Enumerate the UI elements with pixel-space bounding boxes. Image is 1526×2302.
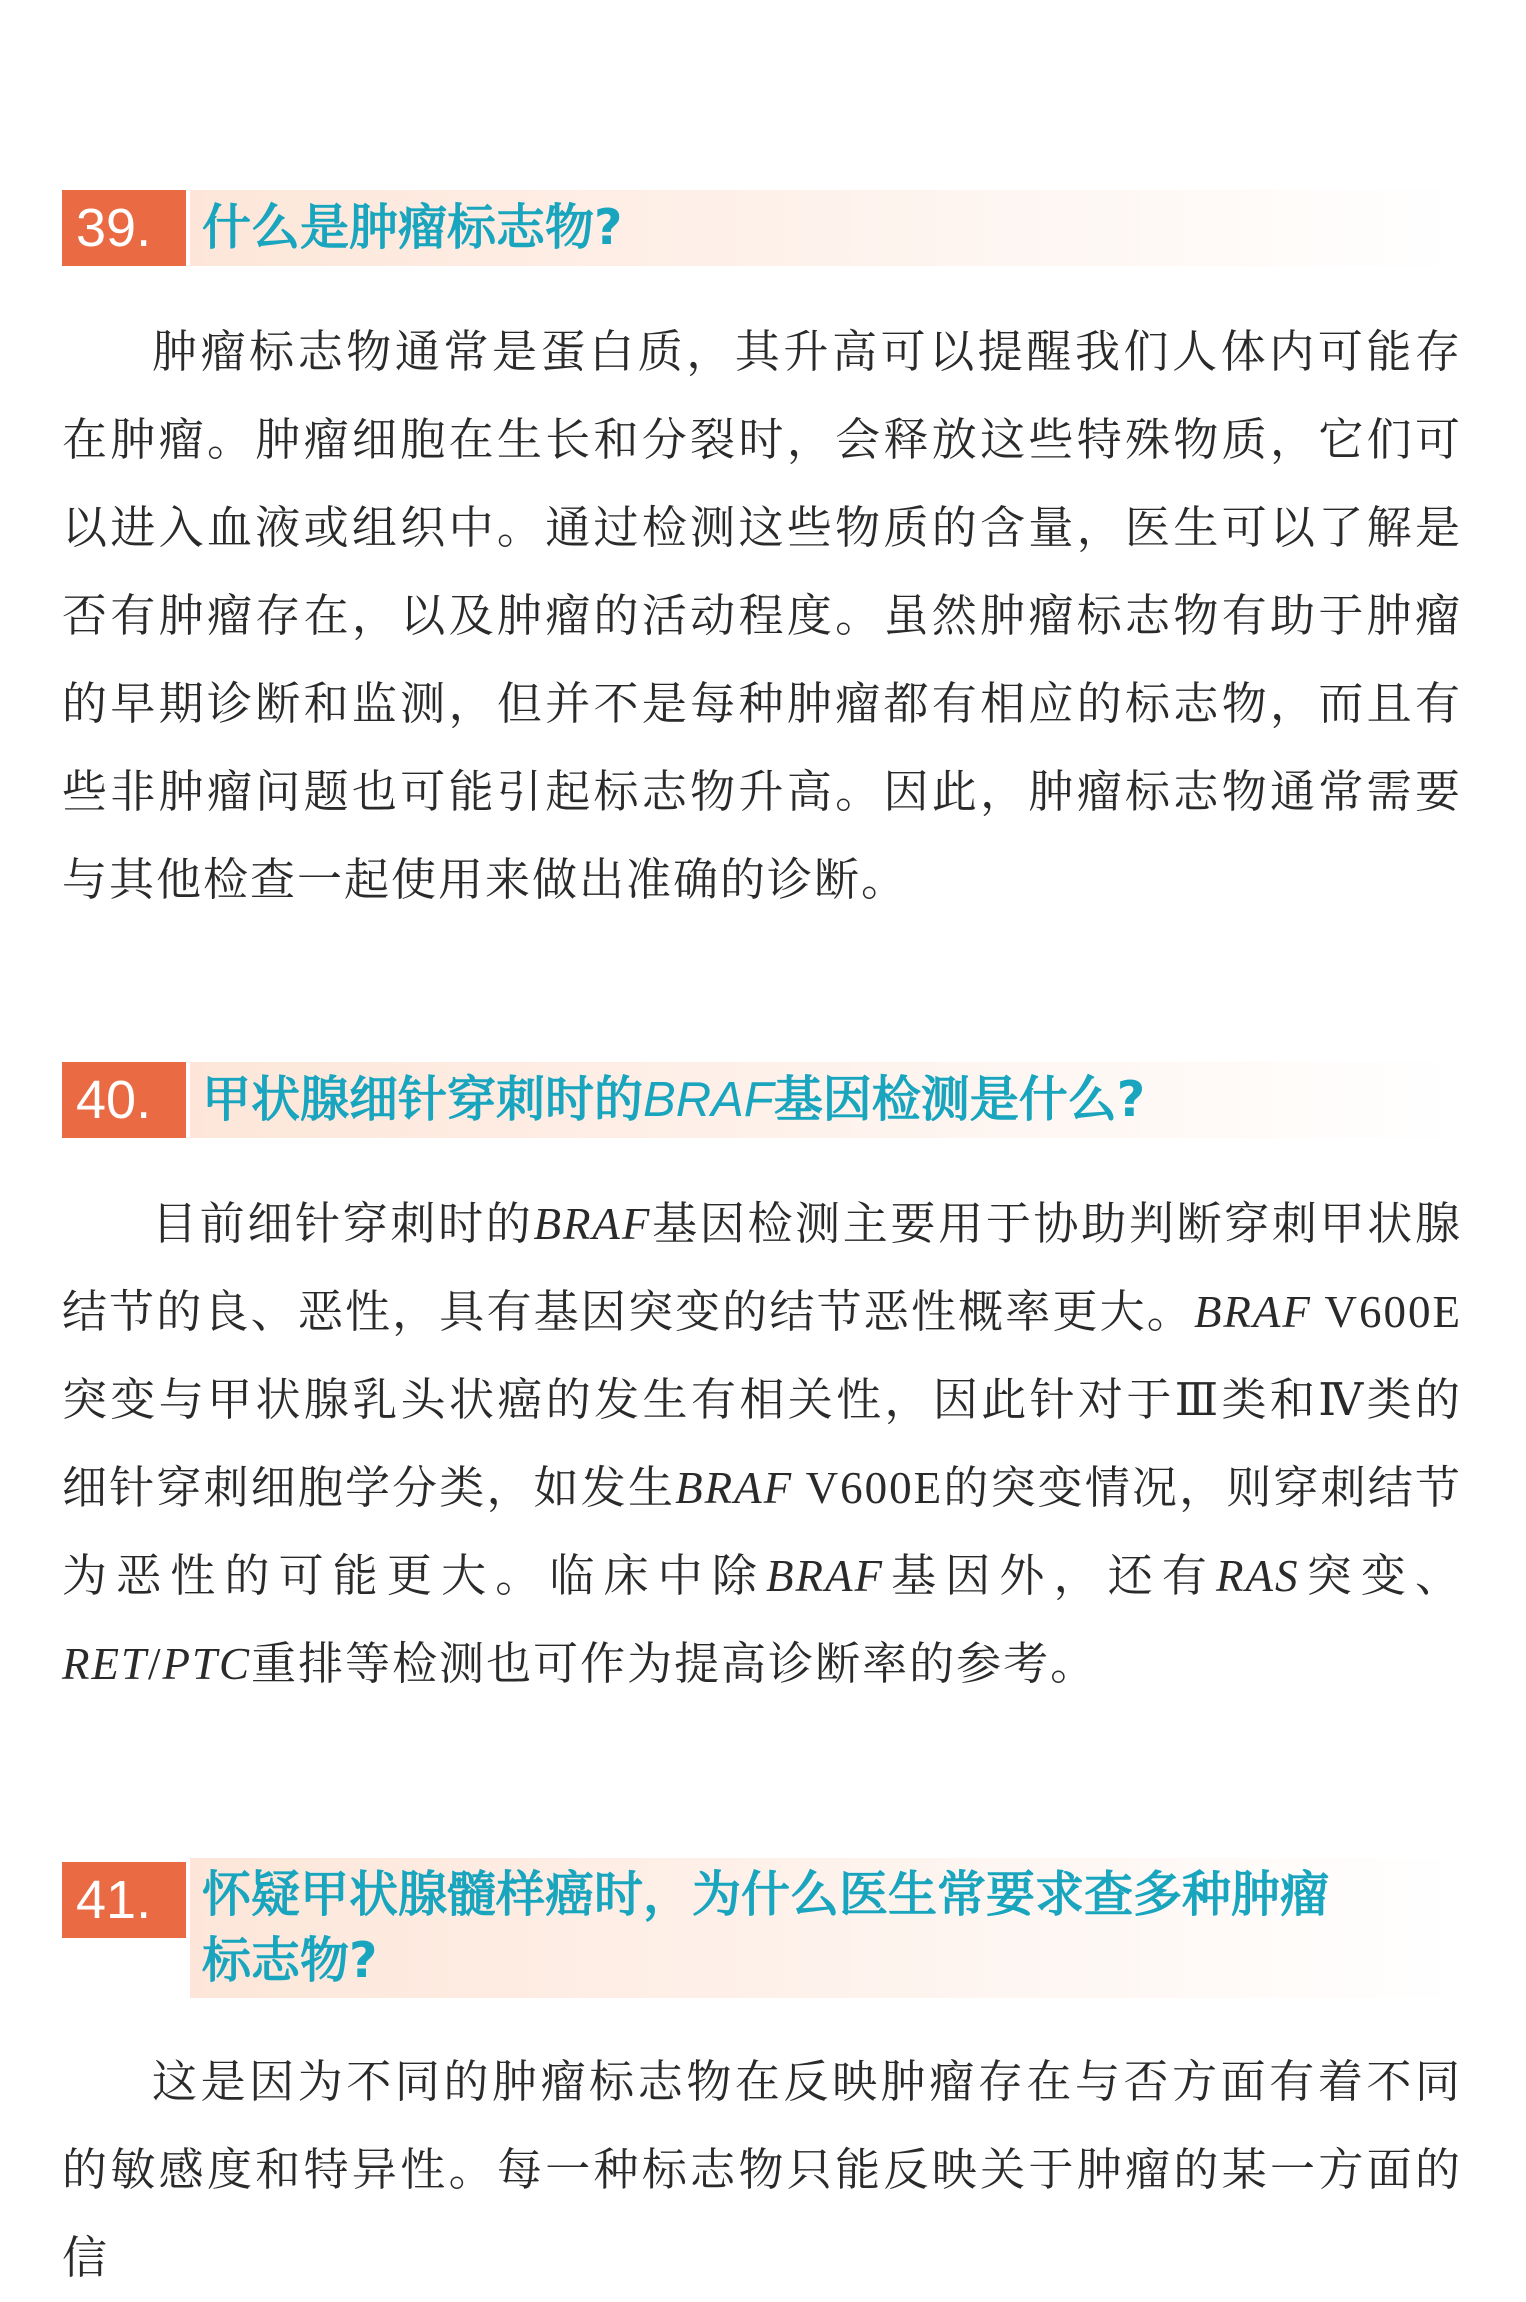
text-run: 基因检测主要用于协助判断穿刺甲状腺结节的良、恶性，具有基因突变的结节恶性概率更大。	[62, 1197, 1462, 1338]
text-run: 目前细针穿刺时的	[152, 1197, 534, 1250]
gene-name-ptc: PTC	[162, 1639, 252, 1689]
gene-name-braf: BRAF	[1193, 1287, 1312, 1337]
text-run: 重排等检测也可作为提高诊断率的参考。	[251, 1637, 1098, 1690]
text-run: 基因外，还有	[883, 1549, 1217, 1602]
question-title: 什么是肿瘤标志物?	[190, 190, 1462, 266]
answer-paragraph: 这是因为不同的肿瘤标志物在反映肿瘤存在与否方面有着不同的敏感度和特异性。每一种标志物只能反映关于肿瘤的某一方面的信	[62, 2055, 1462, 2284]
question-header	[62, 1858, 1462, 1998]
question-header	[62, 190, 1462, 266]
text-run: 的突变情况，则穿刺结节为恶性的可能更大。临床中除	[62, 1461, 1462, 1602]
question-header	[62, 1062, 1462, 1138]
gene-name-braf: BRAF	[675, 1463, 794, 1513]
question-title-wrap	[190, 1062, 1462, 1138]
text-run: 突变、	[1299, 1549, 1462, 1602]
question-title-wrap	[190, 1858, 1462, 1998]
title-line-2: 标志物?	[202, 1932, 378, 1989]
answer-paragraph: 肿瘤标志物通常是蛋白质，其升高可以提醒我们人体内可能存在肿瘤。肿瘤细胞在生长和分裂时，会释放这些特殊物质，它们可以进入血液或组织中。通过检测这些物质的含量，医生可以了解是否有肿瘤存在，以及肿瘤的活动程度。虽然肿瘤标志物有助于肿瘤的早期诊断和监测，但并不是每种肿瘤都有相应的标志物，而且有些非肿瘤问题也可能引起标志物升高。因此，肿瘤标志物通常需要与其他检查一起使用来做出准确的诊断。	[62, 325, 1462, 906]
gene-name-braf: BRAF	[766, 1551, 884, 1601]
gene-name-ret: RET	[62, 1639, 149, 1689]
section-40	[62, 1062, 1462, 1708]
title-line-1: 怀疑甲状腺髓样癌时，为什么医生常要求查多种肿瘤	[202, 1866, 1330, 1923]
question-title	[190, 1858, 1462, 1998]
title-text: 基因检测是什么?	[773, 1071, 1146, 1128]
mutation-name: V600E	[1311, 1287, 1462, 1337]
text-run: 突变与甲状腺乳头状癌的发生有相关性，因此针对于Ⅲ类和Ⅳ类的细针穿刺细胞学分类，如发生	[62, 1373, 1462, 1514]
question-title-wrap	[190, 190, 1462, 266]
question-title	[190, 1062, 1462, 1138]
gene-name-braf: BRAF	[533, 1199, 652, 1249]
slash: /	[148, 1639, 163, 1689]
title-text: 甲状腺细针穿刺时的	[202, 1071, 644, 1128]
mutation-name: V600E	[793, 1463, 944, 1513]
answer-paragraph	[62, 1180, 1462, 1708]
question-number: 40.	[62, 1062, 186, 1138]
section-41	[62, 1858, 1462, 2302]
question-number: 39.	[62, 190, 186, 266]
gene-name-braf: BRAF	[643, 1073, 774, 1127]
gene-name-ras: RAS	[1216, 1551, 1300, 1601]
question-number: 41.	[62, 1862, 186, 1938]
section-39	[62, 190, 1462, 924]
